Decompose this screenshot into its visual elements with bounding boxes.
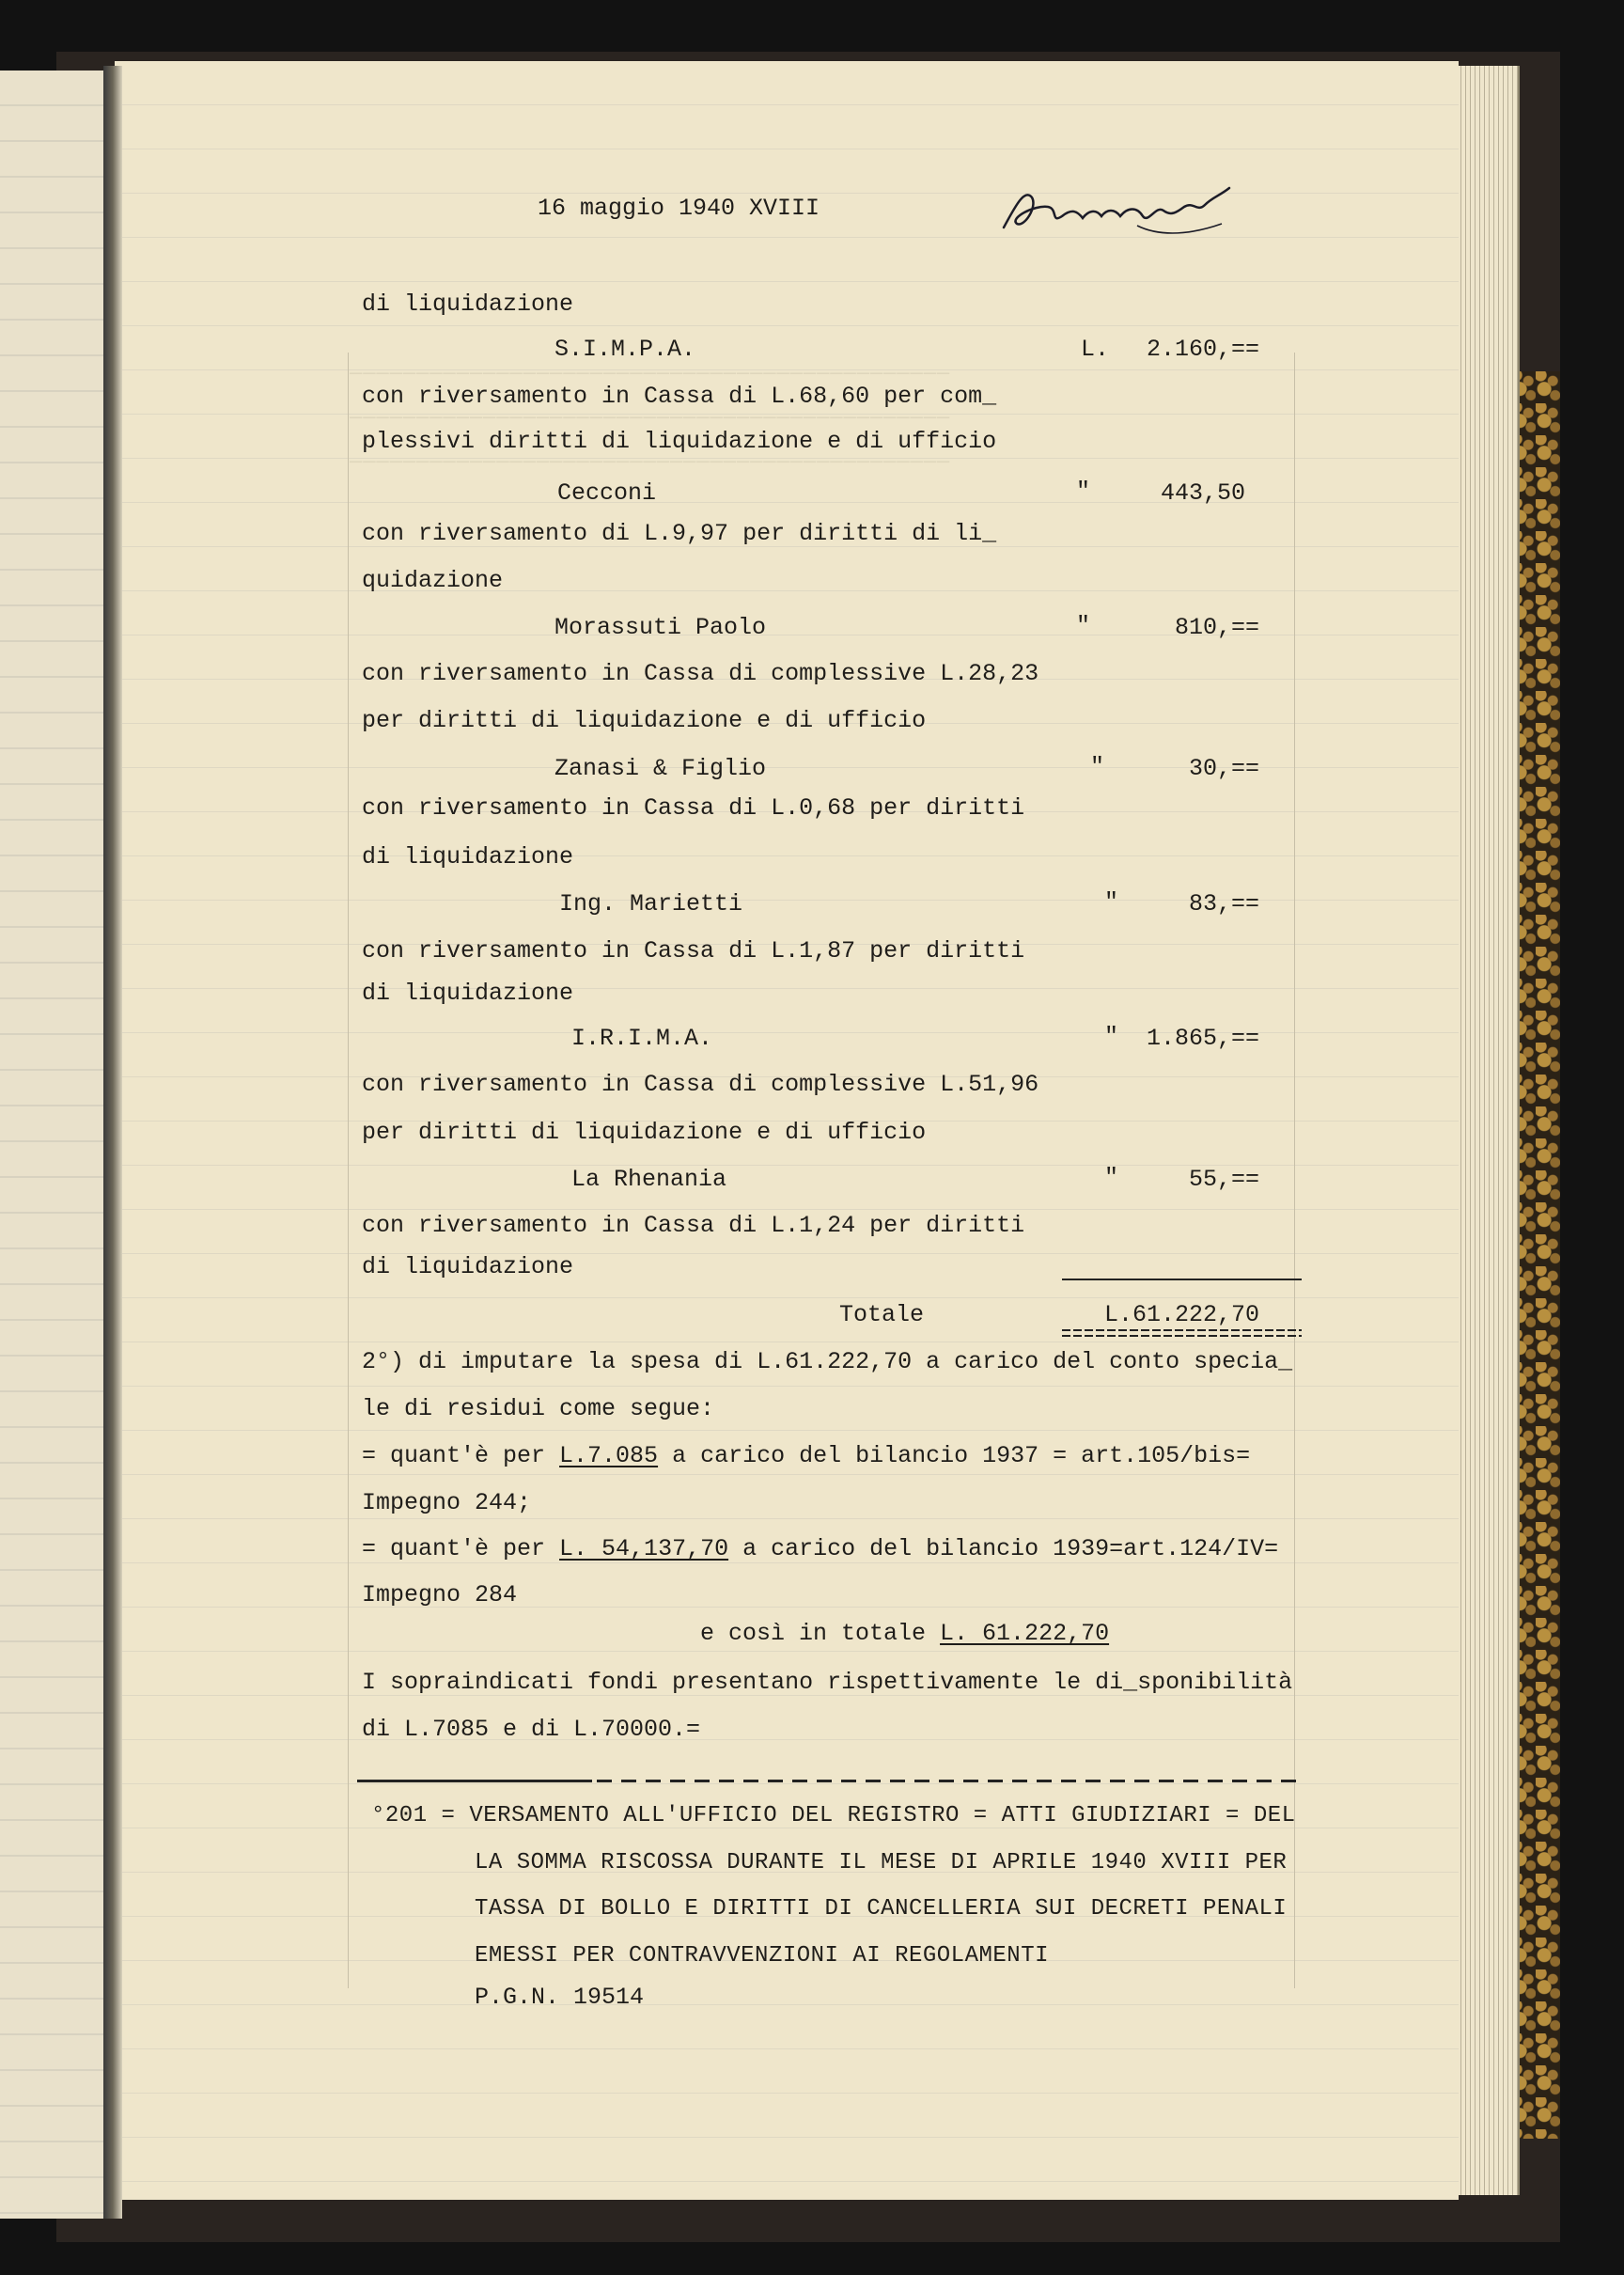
- separator-solid: [357, 1780, 592, 1782]
- total-rule: [1062, 1279, 1302, 1280]
- entry-amount: 30,==: [1188, 755, 1259, 782]
- entry-note: con riversamento in Cassa di L.1,87 per diritti: [362, 937, 1025, 965]
- separator-dashed: [597, 1780, 1302, 1782]
- amount-column-line: [1294, 353, 1295, 1988]
- currency-prefix: ": [1076, 478, 1091, 505]
- entry-amount: 83,==: [1188, 890, 1259, 918]
- entry-name: Cecconi: [557, 479, 657, 507]
- funds-line1: I sopraindicati fondi presentano rispettivamente le di_sponibilità: [362, 1669, 1293, 1696]
- currency-prefix: ": [1104, 1164, 1119, 1191]
- clause2-line3: [362, 1442, 1250, 1470]
- item201-line2: LA SOMMA RISCOSSA DURANTE IL MESE DI APRILE 1940 XVIII PER: [475, 1850, 1288, 1875]
- clause2-text: e così in totale: [700, 1620, 941, 1647]
- funds-line2: di L.7085 e di L.70000.=: [362, 1716, 701, 1743]
- left-page: [0, 71, 116, 2219]
- clause2-amount: L.7.085: [559, 1442, 659, 1469]
- item201-line4: EMESSI PER CONTRAVVENZIONI AI REGOLAMENTI: [475, 1943, 1049, 1969]
- entry-amount: 2.160,==: [1146, 336, 1259, 363]
- clause2-total: [700, 1620, 1109, 1648]
- clause2-line1: 2°) di imputare la spesa di L.61.222,70 a carico del conto specia_: [362, 1348, 1293, 1375]
- entry-name: Morassuti Paolo: [554, 614, 767, 641]
- clause2-amount: L. 54,137,70: [559, 1535, 729, 1562]
- entry-amount: 1.865,==: [1146, 1025, 1259, 1052]
- entry-note: di liquidazione: [362, 843, 574, 871]
- entry-name: La Rhenania: [571, 1166, 727, 1193]
- total-label: Totale: [839, 1301, 925, 1328]
- entry-name: Ing. Marietti: [559, 890, 743, 918]
- margin-line: [348, 353, 349, 1988]
- entry-note: con riversamento in Cassa di L.68,60 per com_: [362, 383, 997, 410]
- entry-note: di liquidazione: [362, 1253, 574, 1280]
- signature: [996, 169, 1241, 244]
- entry-name: S.I.M.P.A.: [554, 336, 696, 363]
- total-double-rule: [1062, 1329, 1302, 1337]
- bleed-through-text: ───────────────────────────────────────────── ───────────────────────────────────────────── ─────────────────────────────────────────────: [350, 363, 951, 475]
- item201-line5: P.G.N. 19514: [475, 1984, 645, 2011]
- currency-prefix: ": [1104, 888, 1119, 916]
- clause2-text: a carico del bilancio 1937 = art.105/bis=: [658, 1442, 1251, 1469]
- entry-note: per diritti di liquidazione e di ufficio: [362, 707, 927, 734]
- entry-note: con riversamento in Cassa di complessive L.51,96: [362, 1071, 1039, 1098]
- clause2-line3b: Impegno 244;: [362, 1489, 532, 1516]
- item201-line1: °201 = VERSAMENTO ALL'UFFICIO DEL REGISTRO = ATTI GIUDIZIARI = DEL: [371, 1803, 1296, 1828]
- entry-intro: di liquidazione: [362, 290, 574, 318]
- entry-note: con riversamento in Cassa di L.1,24 per diritti: [362, 1212, 1025, 1239]
- entry-note: con riversamento in Cassa di L.0,68 per diritti: [362, 794, 1025, 822]
- currency-prefix: ": [1090, 753, 1105, 780]
- entry-note: con riversamento di L.9,97 per diritti di li_: [362, 520, 997, 547]
- entry-note: di liquidazione: [362, 980, 574, 1007]
- total-amount: L.61.222,70: [1103, 1301, 1259, 1328]
- clause2-text: = quant'è per: [362, 1535, 560, 1562]
- gutter: [103, 66, 122, 2219]
- item201-line3: TASSA DI BOLLO E DIRITTI DI CANCELLERIA SUI DECRETI PENALI: [475, 1896, 1288, 1922]
- entry-name: Zanasi & Figlio: [554, 755, 767, 782]
- currency-prefix: ": [1104, 1023, 1119, 1050]
- entry-note: plessivi diritti di liquidazione e di ufficio: [362, 428, 997, 455]
- document-date: 16 maggio 1940 XVIII: [538, 195, 820, 222]
- clause2-line4b: Impegno 284: [362, 1581, 518, 1608]
- clause2-line2: le di residui come segue:: [362, 1395, 715, 1422]
- currency-prefix: L.: [1081, 336, 1110, 363]
- entry-note: per diritti di liquidazione e di ufficio: [362, 1119, 927, 1146]
- clause2-text: a carico del bilancio 1939=art.124/IV=: [728, 1535, 1279, 1562]
- entry-amount: 55,==: [1188, 1166, 1259, 1193]
- clause2-line4: [362, 1535, 1278, 1563]
- entry-note: quidazione: [362, 567, 504, 594]
- clause2-text: = quant'è per: [362, 1442, 560, 1469]
- entry-note: con riversamento in Cassa di complessive L.28,23: [362, 660, 1039, 687]
- clause2-total-amount: L. 61.222,70: [940, 1620, 1110, 1647]
- currency-prefix: ": [1076, 612, 1091, 639]
- entry-name: I.R.I.M.A.: [571, 1025, 713, 1052]
- entry-amount: 443,50: [1160, 479, 1245, 507]
- entry-amount: 810,==: [1174, 614, 1259, 641]
